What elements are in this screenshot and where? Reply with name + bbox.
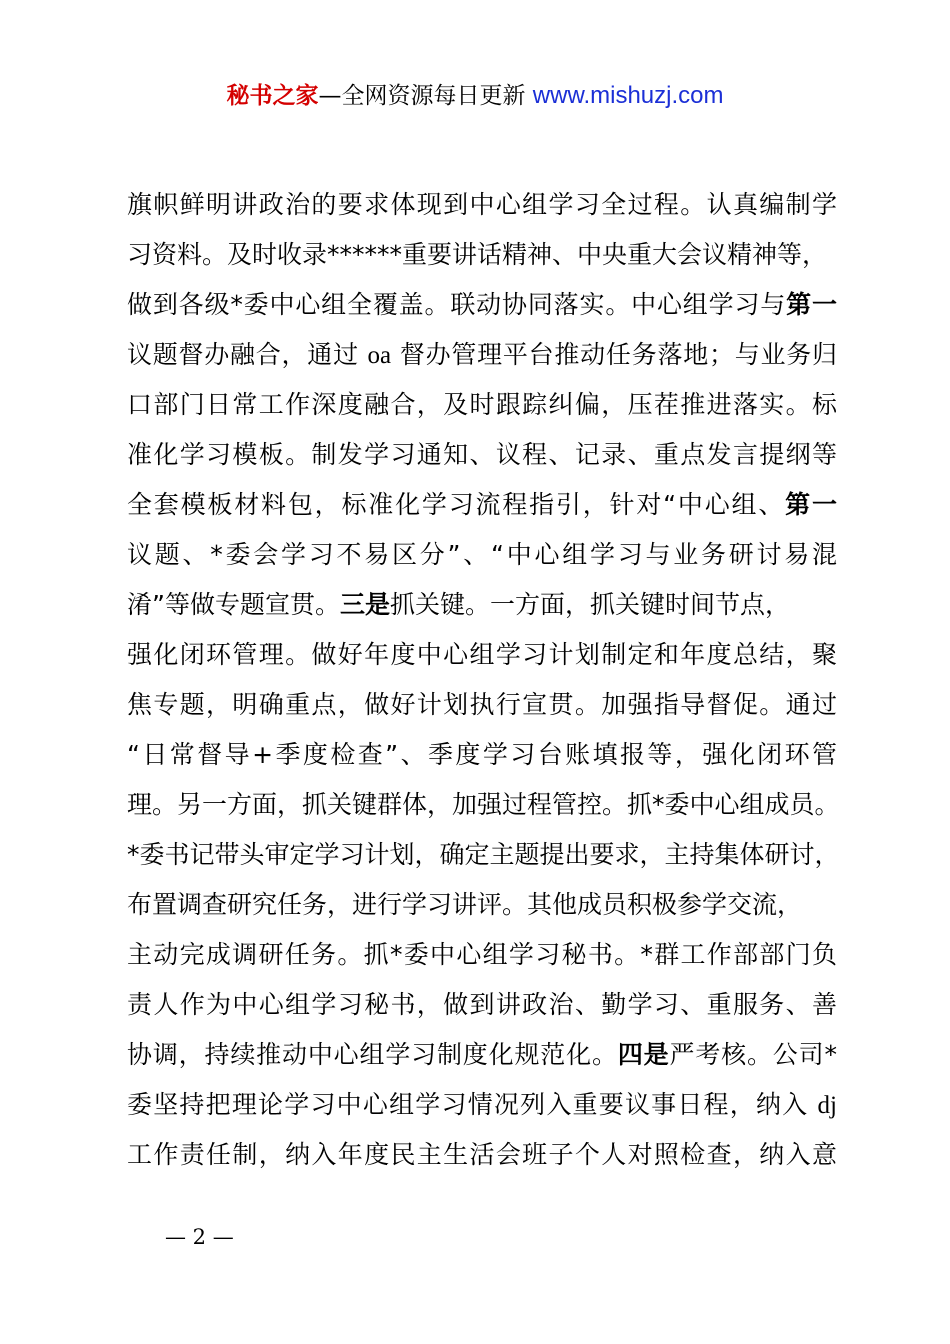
body-text-segment: 抓关键。一方面，抓关键时间节点， [389, 590, 790, 619]
bold-heading-text: 四是 [617, 1040, 670, 1069]
text-line [127, 930, 837, 980]
body-text-segment: 主动完成调研任务。抓*委中心组学习秘书。*群工作部部门负 [127, 940, 837, 969]
text-line [127, 430, 837, 480]
body-text-segment: 准化学习模板。制发学习通知、议程、记录、重点发言提纲等 [127, 440, 837, 469]
text-line [127, 730, 837, 780]
body-text-segment: 工作责任制，纳入年度民主生活会班子个人对照检查，纳入意 [127, 1140, 837, 1169]
body-text-segment: 强化闭环管理。做好年度中心组学习计划制定和年度总结，聚 [127, 640, 837, 669]
body-text-segment: 协调，持续推动中心组学习制度化规范化。 [127, 1040, 618, 1069]
text-line [127, 580, 837, 630]
text-line [127, 230, 837, 280]
body-text-segment: 责人作为中心组学习秘书，做到讲政治、勤学习、重服务、善 [127, 990, 837, 1019]
body-text-segment: 严考核。公司* [669, 1040, 837, 1069]
text-line [127, 1080, 837, 1130]
body-text-segment: “日常督导+季度检查”、季度学习台账填报等，强化闭环管 [127, 740, 837, 769]
bold-heading-text: 三是 [339, 590, 390, 619]
body-text-segment: 旗帜鲜明讲政治的要求体现到中心组学习全过程。认真编制学 [127, 190, 837, 219]
text-line [127, 880, 837, 930]
body-text-segment: 议题、*委会学习不易区分”、“中心组学习与业务研讨易混 [127, 540, 837, 569]
body-text-segment: 理。另一方面，抓关键群体，加强过程管控。抓*委中心组成员。 [127, 790, 840, 819]
body-text-segment: 全套模板材料包，标准化学习流程指引，针对“中心组、 [127, 490, 786, 519]
header-tagline: —全网资源每日更新 [318, 83, 526, 109]
bold-heading-text: 第一 [786, 290, 837, 319]
text-line [127, 680, 837, 730]
document-body [127, 180, 840, 1180]
body-text-segment: dj [817, 1092, 837, 1119]
body-text-segment: 议题督办融合，通过 [127, 340, 368, 369]
site-header [0, 78, 950, 114]
text-line [127, 530, 837, 580]
bold-heading-text: 第一 [785, 490, 837, 519]
body-text-segment: 淆”等做专题宣贯。 [127, 590, 340, 619]
text-line [127, 830, 840, 880]
body-text-segment: oa [367, 342, 392, 369]
text-line [127, 330, 837, 380]
body-text-segment: 做到各级*委中心组全覆盖。联动协同落实。中心组学习与 [127, 290, 787, 319]
brand-name: 秘书之家 [226, 83, 319, 109]
text-line [127, 380, 837, 430]
text-line [127, 780, 840, 830]
body-text-segment: 委坚持把理论学习中心组学习情况列入重要议事日程，纳入 [127, 1090, 818, 1119]
text-line [127, 630, 837, 680]
text-line [127, 280, 837, 330]
text-line [127, 480, 837, 530]
body-text-segment: 习资料。及时收录******重要讲话精神、中央重大会议精神等， [127, 240, 828, 269]
body-text-segment: *委书记带头审定学习计划，确定主题提出要求，主持集体研讨， [127, 840, 840, 869]
page-number: — 2 — [165, 1225, 234, 1249]
text-line [127, 980, 837, 1030]
body-text-segment: 布置调查研究任务，进行学习讲评。其他成员积极参学交流， [127, 890, 803, 919]
text-line [127, 1030, 837, 1080]
body-text-segment: 焦专题，明确重点，做好计划执行宣贯。加强指导督促。通过 [127, 690, 837, 719]
site-url-link[interactable]: www.mishuzj.com [532, 82, 724, 109]
text-line [127, 1130, 837, 1180]
body-text-segment: 督办管理平台推动任务落地；与业务归 [391, 340, 838, 369]
body-text-segment: 口部门日常工作深度融合，及时跟踪纠偏，压茬推进落实。标 [127, 390, 837, 419]
text-line [127, 180, 837, 230]
